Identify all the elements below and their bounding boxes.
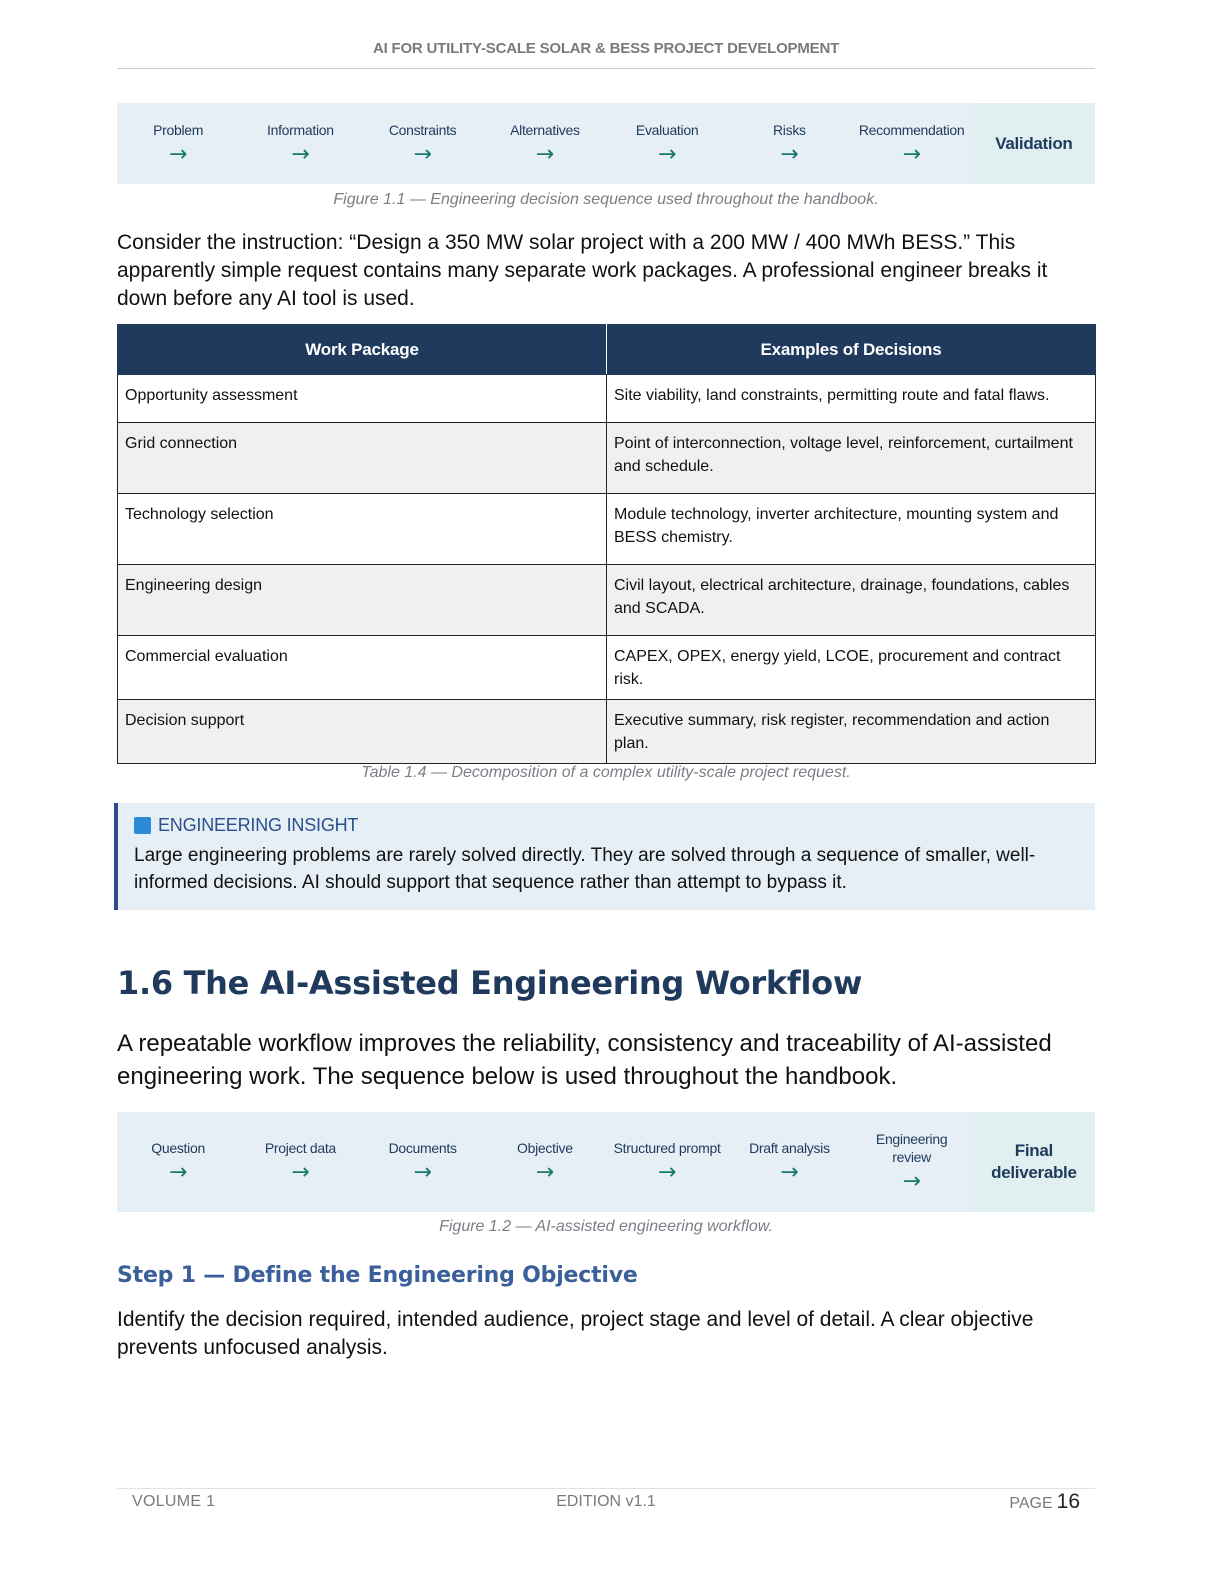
insight-title: ENGINEERING INSIGHT [158,815,359,835]
arrow-right-icon: → [413,141,432,167]
flow-step-label: Draft analysis [749,1140,830,1156]
table-row [118,494,1096,565]
flow-step [117,121,239,167]
step-1-heading: Step 1 — Define the Engineering Objective [117,1263,638,1288]
table-row [118,375,1096,423]
table-row [118,636,1096,700]
running-header: AI FOR UTILITY-SCALE SOLAR & BESS PROJECT DEVELOPMENT [372,40,840,57]
decision-sequence-figure [117,103,1095,184]
insight-title-row [134,815,1079,836]
arrow-right-icon: → [535,1160,554,1185]
arrow-right-icon: → [169,1160,188,1185]
work-package-cell: Opportunity assessment [118,375,607,423]
flow-step [117,1139,239,1185]
flow-step-label: Project data [264,1140,336,1156]
flow-step [239,1139,361,1185]
footer-page [1009,1490,1080,1514]
decisions-cell: Point of interconnection, voltage level, reinforcement, curtailment and schedule. [607,423,1096,494]
figure-1-1-caption: Figure 1.1 — Engineering decision sequence used throughout the handbook. [333,191,879,208]
arrow-right-icon: → [291,1160,310,1185]
header-divider [117,68,1095,69]
work-package-cell: Technology selection [118,494,607,565]
work-package-cell: Engineering design [118,565,607,636]
section-heading: 1.6 The AI-Assisted Engineering Workflow [117,964,863,1002]
flow-step [851,1130,973,1194]
flow-step [362,1139,484,1185]
decisions-cell: Executive summary, risk register, recommendation and action plan. [607,700,1096,764]
flow-step-label: Constraints [388,121,457,138]
figure-1-2-caption: Figure 1.2 — AI-assisted engineering workflow. [439,1218,773,1235]
footer-edition: EDITION v1.1 [556,1493,656,1510]
arrow-right-icon: → [413,1160,432,1185]
decisions-cell: Module technology, inverter architecture, mounting system and BESS chemistry. [607,494,1096,565]
flow-final-label: Validation [995,133,1073,153]
table-1-4-caption: Table 1.4 — Decomposition of a complex utility-scale project request. [361,764,851,781]
flow-step-label: Question [151,1140,205,1156]
flow-step [728,1139,850,1185]
decisions-cell: Civil layout, electrical architecture, drainage, foundations, cables and SCADA. [607,565,1096,636]
arrow-right-icon: → [169,141,188,167]
work-package-cell: Commercial evaluation [118,636,607,700]
table-row [118,423,1096,494]
table-header-row [118,325,1096,375]
arrow-right-icon: → [658,1160,677,1185]
blue-square-icon [134,817,151,834]
arrow-right-icon: → [535,141,554,167]
flow-step [606,1139,728,1185]
table-row [118,700,1096,764]
insight-text: Large engineering problems are rarely solved directly. They are solved through a sequence of smaller, well-informed decisions. AI should support that sequence rather than attempt to bypass it. [134,845,1036,893]
flow-step-label: Engineering review [875,1131,948,1165]
flow-step-label: Objective [517,1140,573,1156]
arrow-right-icon: → [902,141,921,167]
footer-divider [117,1488,1095,1489]
flow-step [484,1139,606,1185]
step-1-text: Identify the decision required, intended audience, project stage and level of detail. A clear objective prevents unfocused analysis. [117,1308,1034,1359]
column-header-work-package: Work Package [118,325,607,375]
flow-step-label: Problem [153,121,204,138]
flow-final-step [973,1112,1095,1212]
flow-step-label: Evaluation [635,121,699,138]
decisions-cell: CAPEX, OPEX, energy yield, LCOE, procurement and contract risk. [607,636,1096,700]
arrow-right-icon: → [658,141,677,167]
engineering-insight-callout [114,803,1095,910]
footer-page-number: 16 [1056,1490,1080,1513]
flow-step [851,121,973,167]
arrow-right-icon: → [780,141,799,167]
flow-step [484,121,606,167]
intro-paragraph: Consider the instruction: “Design a 350 MW solar project with a 200 MW / 400 MWh BESS.” This apparently simple request contains many separate work packages. A professional engineer breaks it down before any AI tool is used. [117,231,1048,310]
column-header-examples: Examples of Decisions [607,325,1096,375]
flow-step [362,121,484,167]
footer-volume: VOLUME 1 [132,1493,216,1510]
flow-step-label: Structured prompt [613,1140,721,1156]
workflow-figure [117,1112,1095,1212]
work-package-cell: Grid connection [118,423,607,494]
flow-step [239,121,361,167]
flow-step [606,121,728,167]
flow-step [728,121,850,167]
flow-step-label: Information [267,121,334,138]
decisions-cell: Site viability, land constraints, permitting route and fatal flaws. [607,375,1096,423]
flow-step-label: Risks [773,121,806,138]
table-row [118,565,1096,636]
arrow-right-icon: → [902,1169,921,1194]
work-package-cell: Decision support [118,700,607,764]
section-paragraph: A repeatable workflow improves the reliability, consistency and traceability of AI-assisted engineering work. The sequence below is used throughout the handbook. [117,1030,1052,1090]
footer-page-label: PAGE [1009,1495,1053,1512]
flow-final-label: Final deliverable [991,1141,1077,1182]
flow-step-label: Recommendation [858,121,965,138]
arrow-right-icon: → [780,1160,799,1185]
work-package-table [117,324,1096,764]
flow-step-label: Documents [388,1140,457,1156]
flow-final-step [973,103,1095,184]
arrow-right-icon: → [291,141,310,167]
flow-step-label: Alternatives [510,121,580,138]
